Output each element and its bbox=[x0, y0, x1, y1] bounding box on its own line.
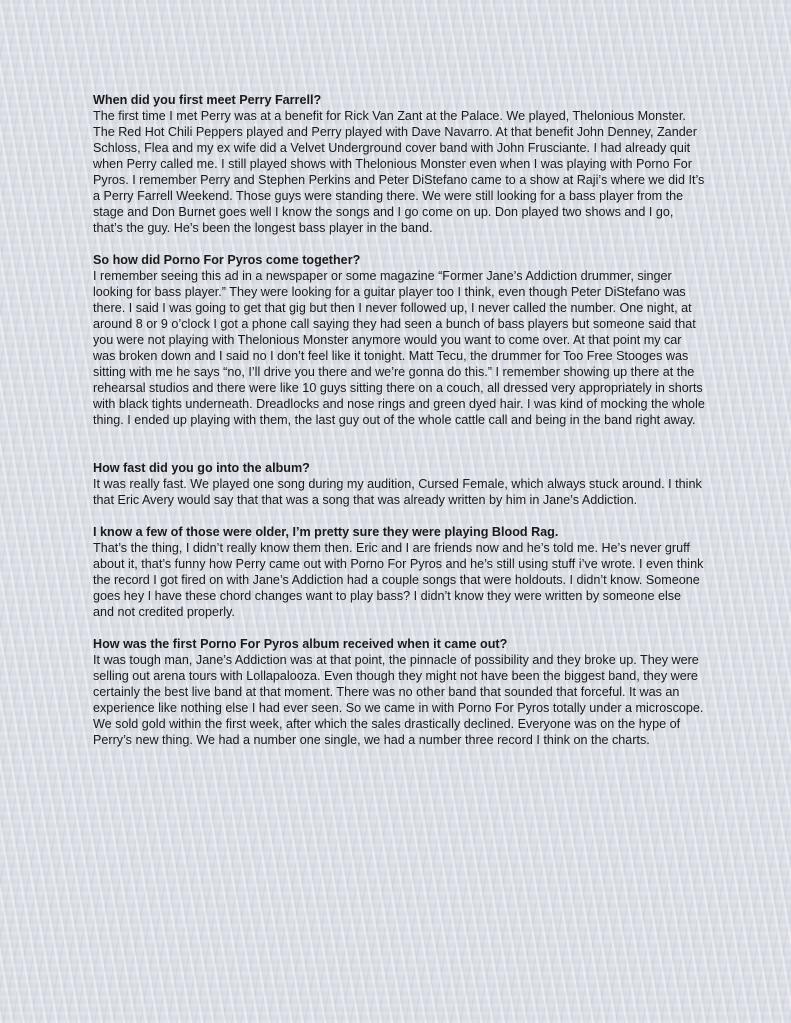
qa-section-older-songs bbox=[93, 524, 705, 620]
interview-page bbox=[93, 92, 705, 748]
section-spacer bbox=[93, 428, 705, 460]
question-heading: How was the first Porno For Pyros album received when it came out? bbox=[93, 637, 508, 651]
answer-paragraph: That’s the thing, I didn’t really know them then. Eric and I are friends now and he’s told me. He’s never gruff about it, that’s funny how Perry came out with Porno For Pyros and he’s still using stuff i’ve wrote. I even think the record I got fired on with Jane’s Addiction had a couple songs that were holdouts. I didn’t know. Someone goes hey I have these chord changes want to play bass? I didn’t know they were written by someone else and not credited properly. bbox=[93, 541, 704, 619]
section-spacer bbox=[93, 620, 705, 636]
answer-paragraph: I remember seeing this ad in a newspaper or some magazine “Former Jane’s Addiction drummer, singer looking for bass player.” They were looking for a guitar player too I think, even though Peter DiStefano was there. I said I was going to get that gig but then I never followed up, I never called the number. One night, at around 8 or 9 o’clock I got a phone call saying they had seen a bunch of bass players but someone said that you were not playing with Thelonious Monster anymore would you want to come over. At that point my car was broken down and I said no I don’t feel like it tonight. Matt Tecu, the drummer for Too Free Stooges was sitting with me he says “no, I’ll drive you there and we’re gonna do this.” I remember showing up there at the rehearsal studios and there were like 10 guys sitting there on a couch, all dressed very appropriately in shorts with black tights underneath. Dreadlocks and nose rings and green dyed hair. I was kind of mocking the whole thing. I ended up playing with them, the last guy out of the whole cattle call and being in the band right away. bbox=[93, 269, 705, 427]
qa-section-album-speed bbox=[93, 460, 705, 508]
question-heading: How fast did you go into the album? bbox=[93, 461, 310, 475]
answer-paragraph: It was really fast. We played one song during my audition, Cursed Female, which always stuck around. I think that Eric Avery would say that that was a song that was already written by him in Jane’s Addiction. bbox=[93, 477, 702, 507]
question-heading: I know a few of those were older, I’m pretty sure they were playing Blood Rag. bbox=[93, 525, 559, 539]
answer-paragraph: It was tough man, Jane’s Addiction was at that point, the pinnacle of possibility and they broke up. They were selling out arena tours with Lollapalooza. Even though they might not have been the biggest band, they were certainly the best live band at that moment. There was no other band that sounded that forceful. It was an experience like nothing else I had ever seen. So we came in with Porno For Pyros totally under a microscope. We sold gold within the first week, after which the sales drastically declined. Everyone was on the hype of Perry’s new thing. We had a number one single, we had a number three record I think on the charts. bbox=[93, 653, 704, 747]
section-spacer bbox=[93, 236, 705, 252]
qa-section-meeting-perry bbox=[93, 92, 705, 236]
question-heading: So how did Porno For Pyros come together? bbox=[93, 253, 361, 267]
section-spacer bbox=[93, 508, 705, 524]
question-heading: When did you first meet Perry Farrell? bbox=[93, 93, 322, 107]
answer-paragraph: The first time I met Perry was at a benefit for Rick Van Zant at the Palace. We played, Thelonious Monster. The Red Hot Chili Peppers played and Perry played with Dave Navarro. At that benefit John Denney, Zander Schloss, Flea and my ex wife did a Velvet Underground cover band with John Frusciante. I had already quit when Perry called me. I still played shows with Thelonious Monster even when I was playing with Porno For Pyros. I remember Perry and Stephen Perkins and Peter DiStefano came to a show at Raji’s where we did It’s a Perry Farrell Weekend. Those guys were standing there. We were still looking for a bass player from the stage and Don Burnet goes well I know the songs and I go come on up. Don played two shows and I go, that’s the guy. He’s been the longest bass player in the band. bbox=[93, 109, 705, 235]
qa-section-album-reception bbox=[93, 636, 705, 748]
qa-section-band-origin bbox=[93, 252, 705, 428]
